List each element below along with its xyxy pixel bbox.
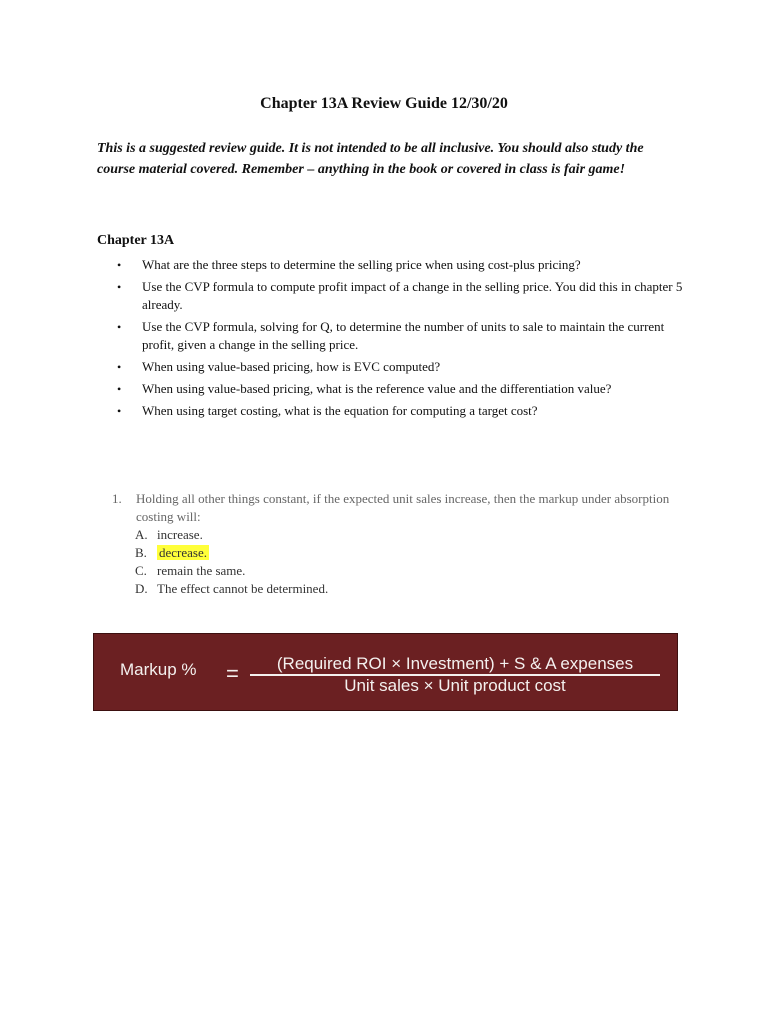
bullet-item: [97, 256, 687, 274]
answer-option-c: [135, 562, 328, 580]
bullet-text: When using value-based pricing, what is the reference value and the differentiation value?: [142, 381, 612, 396]
answer-option-b: [135, 544, 328, 562]
bullet-text: When using value-based pricing, how is EVC computed?: [142, 359, 441, 374]
question-1: [112, 490, 672, 526]
bullet-item: [97, 318, 687, 354]
option-letter: C.: [135, 563, 147, 578]
formula-lhs: Markup %: [120, 660, 197, 679]
option-letter: D.: [135, 581, 148, 596]
bullet-text: When using target costing, what is the equation for computing a target cost?: [142, 403, 538, 418]
formula-denominator: Unit sales × Unit product cost: [344, 676, 566, 695]
formula-numerator: (Required ROI × Investment) + S & A expenses: [276, 654, 634, 673]
option-text: increase.: [157, 527, 203, 542]
bullet-icon: •: [117, 320, 122, 334]
bullet-icon: •: [117, 258, 122, 272]
answer-options: [135, 526, 328, 598]
section-heading: Chapter 13A: [97, 233, 175, 248]
bullet-item: [97, 380, 687, 398]
bullet-text: Use the CVP formula to compute profit impact of a change in the selling price. You did this in chapter 5 already.: [142, 279, 683, 312]
page-title: Chapter 13A Review Guide 12/30/20: [260, 95, 508, 112]
formula-equals-sign: =: [226, 661, 239, 686]
bullet-item: [97, 278, 687, 314]
question-text: Holding all other things constant, if the expected unit sales increase, then the markup under absorption costing will:: [136, 491, 670, 524]
intro-paragraph: This is a suggested review guide. It is not intended to be all inclusive. You should also study the course material covered. Remember – anything in the book or covered in class is fair game!: [97, 141, 644, 177]
bullet-icon: •: [117, 360, 122, 374]
bullet-text: Use the CVP formula, solving for Q, to determine the number of units to sale to maintain the current profit, given a change in the selling price.: [142, 319, 665, 352]
formula-fraction: [256, 654, 654, 696]
option-letter: B.: [135, 545, 147, 560]
bullet-item: [97, 402, 687, 420]
option-text: The effect cannot be determined.: [157, 581, 329, 596]
option-text: remain the same.: [157, 563, 246, 578]
review-bullet-list: [97, 256, 687, 424]
bullet-item: [97, 358, 687, 376]
bullet-icon: •: [117, 404, 122, 418]
answer-option-d: [135, 580, 328, 598]
question-number: 1.: [112, 491, 122, 506]
bullet-icon: •: [117, 382, 122, 396]
markup-formula-box: [93, 633, 678, 711]
answer-option-a: [135, 526, 328, 544]
bullet-text: What are the three steps to determine the selling price when using cost-plus pricing?: [142, 257, 581, 272]
option-text-highlighted: decrease.: [159, 545, 207, 560]
option-letter: A.: [135, 527, 148, 542]
bullet-icon: •: [117, 280, 122, 294]
